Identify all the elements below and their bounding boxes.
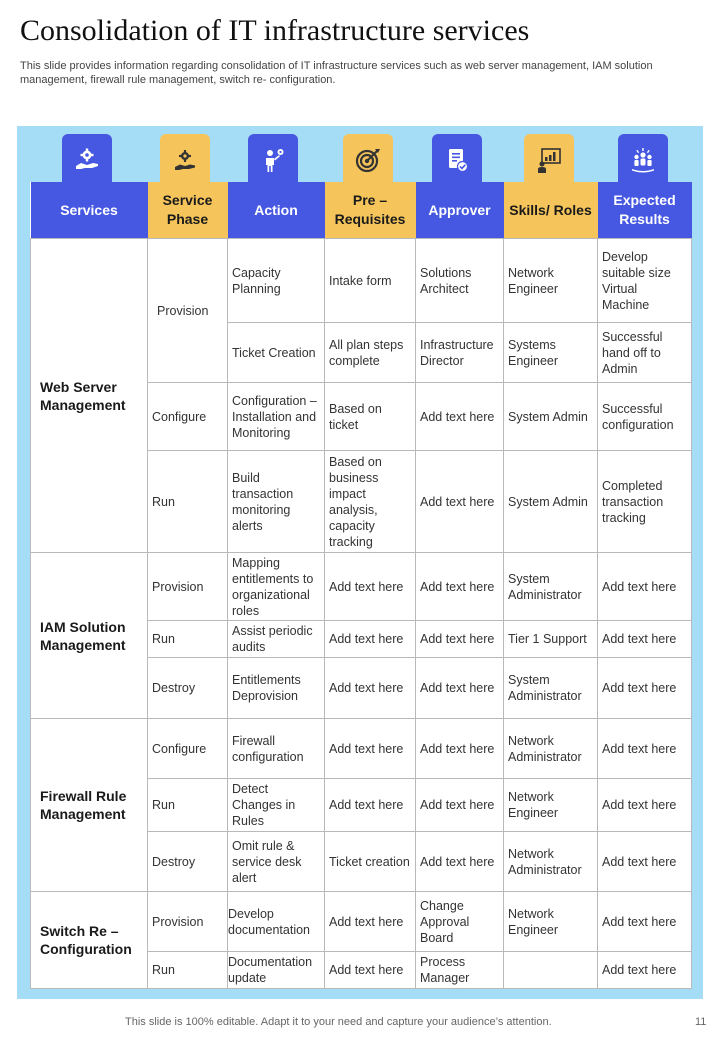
service-iam: IAM Solution Management bbox=[31, 553, 148, 719]
target-icon bbox=[354, 146, 382, 174]
approver-cell: Solutions Architect bbox=[416, 239, 504, 323]
approver-cell: Add text here bbox=[416, 383, 504, 451]
page-number: 11 bbox=[695, 1016, 707, 1028]
skills-cell: System Administrator bbox=[504, 658, 598, 719]
action-cell: Assist periodic audits bbox=[228, 621, 325, 658]
prereq-cell: Based on ticket bbox=[325, 383, 416, 451]
skills-cell: Network Engineer bbox=[504, 892, 598, 952]
prereq-cell: Add text here bbox=[325, 658, 416, 719]
prereq-cell: Add text here bbox=[325, 892, 416, 952]
skills-cell: Tier 1 Support bbox=[504, 621, 598, 658]
table-row bbox=[31, 719, 692, 779]
approver-cell: Process Manager bbox=[416, 952, 504, 989]
result-cell: Add text here bbox=[598, 719, 692, 779]
action-cell: Capacity Planning bbox=[228, 239, 325, 323]
table-row bbox=[31, 239, 692, 323]
column-header-approver: Approver bbox=[416, 182, 504, 239]
result-cell: Add text here bbox=[598, 621, 692, 658]
skills-cell: System Admin bbox=[504, 451, 598, 553]
prereq-cell: Add text here bbox=[325, 621, 416, 658]
phase-cell: Destroy bbox=[148, 658, 228, 719]
column-header-action: Action bbox=[228, 182, 325, 239]
phase-cell: Provision bbox=[148, 239, 228, 383]
skills-cell: Systems Engineer bbox=[504, 323, 598, 383]
page-subtitle: This slide provides information regarding consolidation of IT infrastructure services such as web server management, IAM solution management, firewall rule management, switch re- configuration. bbox=[20, 60, 653, 86]
result-cell: Develop suitable size Virtual Machine bbox=[598, 239, 692, 323]
prereq-cell: Based on business impact analysis, capacity tracking bbox=[325, 451, 416, 553]
services-icon-tab bbox=[62, 134, 112, 186]
growth-chart-icon bbox=[535, 146, 563, 174]
prereq-cell: Add text here bbox=[325, 553, 416, 621]
phase-cell: Provision bbox=[148, 553, 228, 621]
phase-cell: Run bbox=[148, 779, 228, 832]
approver-cell: Add text here bbox=[416, 621, 504, 658]
skills-cell: Network Administrator bbox=[504, 832, 598, 892]
header-row bbox=[31, 182, 692, 239]
column-header-expected-results: Expected Results bbox=[598, 182, 692, 239]
column-header-skills-roles: Skills/ Roles bbox=[504, 182, 598, 239]
skills-cell: Network Administrator bbox=[504, 719, 598, 779]
skills-cell: Network Engineer bbox=[504, 779, 598, 832]
action-cell: Ticket Creation bbox=[228, 323, 325, 383]
result-cell: Add text here bbox=[598, 658, 692, 719]
result-cell: Add text here bbox=[598, 553, 692, 621]
skills-cell: Network Engineer bbox=[504, 239, 598, 323]
phase-cell: Run bbox=[148, 952, 228, 989]
team-icon bbox=[629, 146, 657, 174]
action-cell: Build transaction monitoring alerts bbox=[228, 451, 325, 553]
result-cell: Add text here bbox=[598, 779, 692, 832]
result-cell: Completed transaction tracking bbox=[598, 451, 692, 553]
skills-cell: System Admin bbox=[504, 383, 598, 451]
phase-cell: Configure bbox=[148, 383, 228, 451]
approver-cell: Add text here bbox=[416, 719, 504, 779]
document-check-icon bbox=[443, 146, 471, 174]
person-gear-icon bbox=[259, 146, 287, 174]
skills-cell: System Administrator bbox=[504, 553, 598, 621]
phase-cell: Destroy bbox=[148, 832, 228, 892]
footer-note: This slide is 100% editable. Adapt it to your need and capture your audience’s attention. bbox=[125, 1016, 552, 1028]
prereq-cell: All plan steps complete bbox=[325, 323, 416, 383]
approver-cell: Add text here bbox=[416, 779, 504, 832]
hand-gear-coins-icon bbox=[171, 146, 199, 174]
approver-icon-tab bbox=[432, 134, 482, 186]
approver-cell: Add text here bbox=[416, 553, 504, 621]
action-cell: Omit rule & service desk alert bbox=[228, 832, 325, 892]
service-firewall: Firewall Rule Management bbox=[31, 719, 148, 892]
column-header-pre-requisites: Pre – Requisites bbox=[325, 182, 416, 239]
prereq-cell: Add text here bbox=[325, 779, 416, 832]
prereq-cell: Ticket creation bbox=[325, 832, 416, 892]
action-cell: Entitlements Deprovision bbox=[228, 658, 325, 719]
result-cell: Successful configuration bbox=[598, 383, 692, 451]
pre-requisites-icon-tab bbox=[343, 134, 393, 186]
result-cell: Add text here bbox=[598, 832, 692, 892]
column-header-service-phase: Service Phase bbox=[148, 182, 228, 239]
service-phase-icon-tab bbox=[160, 134, 210, 186]
approver-cell: Add text here bbox=[416, 451, 504, 553]
phase-cell: Run bbox=[148, 621, 228, 658]
approver-cell: Add text here bbox=[416, 832, 504, 892]
skills-cell bbox=[504, 952, 598, 989]
action-icon-tab bbox=[248, 134, 298, 186]
phase-cell: Configure bbox=[148, 719, 228, 779]
action-cell: Detect Changes in Rules bbox=[228, 779, 325, 832]
service-switch: Switch Re – Configuration bbox=[31, 892, 148, 989]
phase-cell: Run bbox=[148, 451, 228, 553]
action-cell: Mapping entitlements to organizational roles bbox=[228, 553, 325, 621]
service-web-server: Web Server Management bbox=[31, 239, 148, 553]
expected-results-icon-tab bbox=[618, 134, 668, 186]
prereq-cell: Add text here bbox=[325, 952, 416, 989]
phase-cell: Provision bbox=[148, 892, 228, 952]
approver-cell: Infrastructure Director bbox=[416, 323, 504, 383]
result-cell: Add text here bbox=[598, 952, 692, 989]
approver-cell: Add text here bbox=[416, 658, 504, 719]
action-cell: Develop documentation bbox=[228, 892, 325, 952]
column-header-services: Services bbox=[31, 182, 148, 239]
table-row bbox=[31, 892, 692, 952]
action-cell: Documentation update bbox=[228, 952, 325, 989]
hand-gear-icon bbox=[73, 146, 101, 174]
skills-roles-icon-tab bbox=[524, 134, 574, 186]
action-cell: Configuration – Installation and Monitoring bbox=[228, 383, 325, 451]
table-row bbox=[31, 553, 692, 621]
prereq-cell: Add text here bbox=[325, 719, 416, 779]
action-cell: Firewall configuration bbox=[228, 719, 325, 779]
services-table bbox=[30, 182, 692, 989]
prereq-cell: Intake form bbox=[325, 239, 416, 323]
result-cell: Add text here bbox=[598, 892, 692, 952]
page-title: Consolidation of IT infrastructure services bbox=[20, 14, 530, 47]
approver-cell: Change Approval Board bbox=[416, 892, 504, 952]
result-cell: Successful hand off to Admin bbox=[598, 323, 692, 383]
